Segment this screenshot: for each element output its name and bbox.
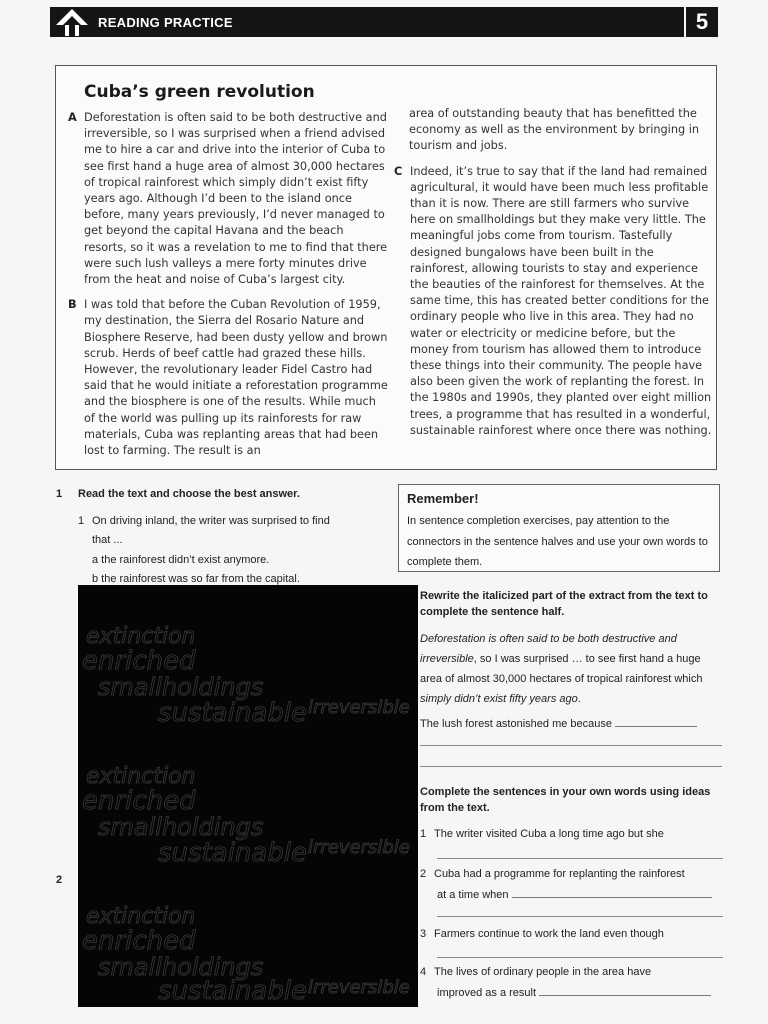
paragraph-a	[68, 110, 388, 288]
answer-line[interactable]	[420, 766, 722, 767]
exercise-1-instruction: Read the text and choose the best answer.	[78, 488, 300, 500]
question-line-2: that ...	[92, 534, 123, 546]
paragraph-letter: A	[68, 111, 77, 124]
rewrite-instruction: Rewrite the italicized part of the extract from the text to complete the sentence half.	[420, 590, 708, 618]
item-text-continued: improved as a result	[437, 987, 537, 999]
answer-line[interactable]	[437, 957, 723, 958]
answer-line[interactable]	[437, 858, 723, 859]
rewrite-sentence-text: The lush forest astonished me because	[420, 718, 613, 730]
up-arrow-logo-icon	[50, 7, 94, 37]
extract-plain-part: , so I was surprised … to see first hand a huge area of almost 30,000 hectares of tropical rainforest which	[420, 653, 703, 685]
extract-end: .	[577, 693, 581, 705]
remember-text: In sentence completion exercises, pay attention to the connectors in the sentence halves and use your own words to complete them.	[407, 515, 708, 568]
handwriting-word: extinction	[86, 624, 196, 649]
exercise-1-number: 1	[56, 488, 63, 500]
header-title: READING PRACTICE	[98, 14, 233, 30]
item-text-continued: at a time when	[437, 889, 509, 901]
exercise-2-number: 2	[56, 874, 63, 886]
paragraph-text: Indeed, it’s true to say that if the land had remained agricultural, it would have been much less profitable than it is now. There are still farmers who survive here on smallholdings but they make very little. The meaningful jobs come from tourism. Tastefully designed bungalows have been built in the rainforest, allowing tourists to stay and experience the beauties of the rainforest for themselves. At the same time, this has created better conditions for the ordinary people who live in this area. They had no water or electricity or medicine before, but the money from tourism has allowed them to introduce these things into their community. The people have also been given the work of replanting the forest. In the 1980s and 1990s, they planted over eight million trees, a programme that has resulted in a wonderful, sustainable rainforest where once there was nothing.	[410, 164, 712, 437]
article-left-column	[68, 110, 388, 468]
handwriting-word: smallholdings	[98, 673, 264, 701]
answer-line[interactable]	[437, 916, 723, 917]
handwriting-word: extinction	[86, 904, 196, 929]
article-box	[55, 65, 717, 470]
handwriting-word: enriched	[82, 646, 196, 676]
handwriting-word: irreversible	[308, 837, 410, 858]
extract-italic-part: Deforestation is often said to be both destructive and irreversible	[420, 633, 677, 665]
unit-number: 5	[684, 7, 718, 37]
handwriting-word: enriched	[82, 926, 196, 956]
rewrite-sentence	[420, 716, 725, 730]
paragraph-text: area of outstanding beauty that has benefitted the economy as well as the environment by bringing in tourism and jobs.	[409, 107, 700, 153]
item-text: Cuba had a programme for replanting the rainforest	[434, 868, 685, 880]
complete-item-2	[420, 864, 725, 906]
remember-title: Remember!	[407, 491, 479, 506]
handwriting-word: smallholdings	[98, 953, 264, 981]
option-a[interactable]: a the rainforest didn’t exist anymore.	[92, 554, 270, 566]
handwriting-word: sustainable	[158, 838, 308, 868]
handwriting-word: enriched	[82, 786, 196, 816]
rewrite-extract	[420, 629, 725, 709]
question-line-1: On driving inland, the writer was surprised to find	[92, 515, 330, 527]
handwriting-word: sustainable	[158, 698, 308, 728]
paragraph-text: Deforestation is often said to be both destructive and irreversible, so I was surprised when a friend advised me to hire a car and drive into the interior of Cuba to see first hand a huge area of almost 30,000 hectares of tropical rainforest which simply didn’t exist fifty years ago. Although I’d been to the island once before, many years previously, I’d never managed to get beyond the capital Havana and the beach resorts, so it was a revelation to me to find that there were such lush valleys a mere forty minutes drive from the heat and noise of Cuba’s largest city.	[84, 111, 388, 287]
redacted-area	[78, 585, 418, 1007]
paragraph-b-continued	[394, 106, 712, 155]
article-title: Cuba’s green revolution	[84, 82, 315, 102]
item-text: Farmers continue to work the land even though	[434, 928, 664, 940]
answer-line[interactable]	[512, 887, 712, 898]
item-number: 3	[420, 928, 427, 940]
handwriting-word: smallholdings	[98, 813, 264, 841]
item-number: 4	[420, 966, 427, 978]
item-text: The lives of ordinary people in the area have	[434, 966, 652, 978]
item-text: The writer visited Cuba a long time ago but she	[434, 828, 664, 840]
option-b[interactable]: b the rainforest was so far from the capital.	[92, 573, 300, 585]
handwriting-word: irreversible	[308, 697, 410, 718]
complete-instruction: Complete the sentences in your own words using ideas from the text.	[420, 786, 711, 814]
remember-box	[398, 484, 720, 572]
complete-item-1	[420, 824, 725, 845]
question-number: 1	[78, 515, 85, 527]
paragraph-b	[68, 297, 388, 459]
handwriting-word: irreversible	[308, 977, 410, 998]
handwriting-scribbles	[78, 585, 418, 1007]
answer-line[interactable]	[539, 985, 711, 996]
answer-line[interactable]	[420, 745, 722, 746]
item-number: 1	[420, 828, 427, 840]
complete-item-4	[420, 962, 725, 1004]
paragraph-c	[394, 164, 712, 439]
paragraph-text: I was told that before the Cuban Revolution of 1959, my destination, the Sierra del Rosario Nature and Biosphere Reserve, had been dusty yellow and brown scrub. Herds of beef cattle had grazed these hills. However, the revolutionary leader Fidel Castro had said that he would initiate a reforestation programme and the biosphere is one of the results. While much of the world was pulling up its rainforests for raw materials, Cuba was replanting areas that had been lost to farming. The result is an	[84, 298, 388, 458]
paragraph-letter: B	[68, 298, 77, 312]
complete-item-3	[420, 924, 725, 945]
article-right-column	[394, 106, 712, 448]
item-number: 2	[420, 868, 427, 880]
handwriting-word: extinction	[86, 764, 196, 789]
answer-line[interactable]	[615, 716, 697, 727]
page-header	[50, 7, 718, 37]
handwriting-word: sustainable	[158, 976, 308, 1006]
paragraph-letter: C	[394, 164, 403, 178]
extract-italic-part: simply didn’t exist fifty years ago	[420, 693, 578, 705]
